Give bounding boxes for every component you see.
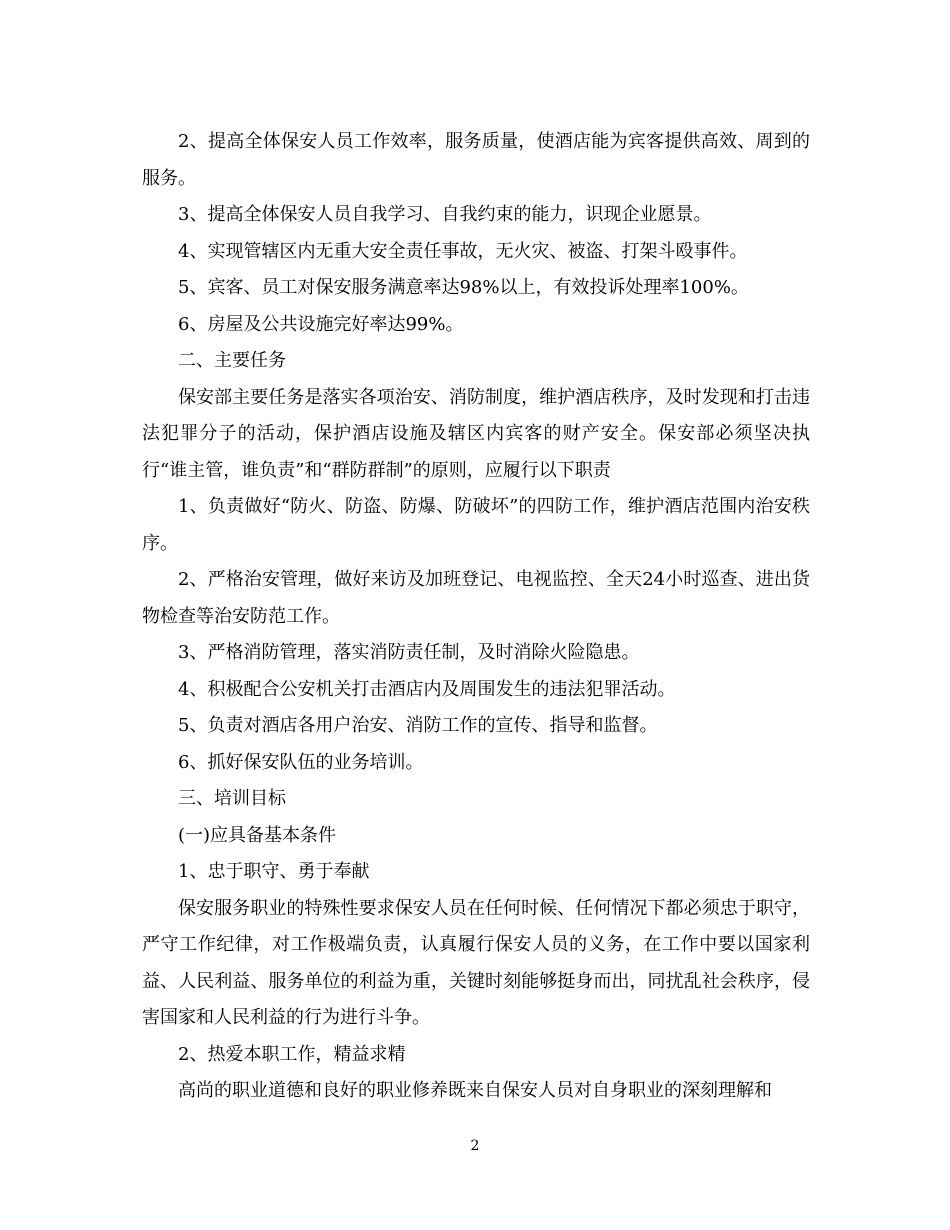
paragraph-goal-5: 5、宾客、员工对保安服务满意率达98%以上，有效投诉处理率100%。 — [178, 277, 749, 298]
section-heading-main-tasks: 二、主要任务 — [178, 350, 286, 371]
paragraph-duty-6: 6、抓好保安队伍的业务培训。 — [178, 751, 424, 773]
paragraph-goal-4: 4、实现管辖区内无重大安全责任事故，无火灾、被盗、打架斗殴事件。 — [178, 240, 748, 262]
paragraph-duty-2: 2、严格治安管理，做好来访及加班登记、电视监控、全天24小时巡查、进出货物检查等治安防范工作。 — [142, 569, 810, 627]
paragraph-duty-3: 3、严格消防管理，落实消防责任制，及时消除火险隐患。 — [178, 642, 640, 663]
paragraph-loyalty-body: 保安服务职业的特殊性要求保安人员在任何时候、任何情况下都必须忠于职守，严守工作纪律，对工作极端负责，认真履行保安人员的义务，在工作中要以国家利益、人民利益、服务单位的利益为重，关键时刻能够挺身而出，同扰乱社会秩序，侵害国家和人民利益的行为进行斗争。 — [142, 897, 810, 1028]
item-heading-dedication: 2、热爱本职工作，精益求精 — [178, 1043, 406, 1065]
paragraph-goal-2: 2、提高全体保安人员工作效率，服务质量，使酒店能为宾客提供高效、周到的服务。 — [142, 131, 810, 189]
paragraph-goal-3: 3、提高全体保安人员自我学习、自我约束的能力，识现企业愿景。 — [178, 204, 712, 225]
paragraph-dedication-body: 高尚的职业道德和良好的职业修养既来自保安人员对自身职业的深刻理解和 — [178, 1080, 772, 1101]
paragraph-duty-4: 4、积极配合公安机关打击酒店内及周围发生的违法犯罪活动。 — [178, 678, 676, 700]
section-heading-training-goals: 三、培训目标 — [178, 788, 286, 809]
paragraph-duty-5: 5、负责对酒店各用户治安、消防工作的宣传、指导和监督。 — [178, 715, 658, 736]
item-heading-loyalty: 1、忠于职守、勇于奉献 — [178, 861, 370, 882]
paragraph-main-tasks-intro: 保安部主要任务是落实各项治安、消防制度，维护酒店秩序，及时发现和打击违法犯罪分子的活动，保护酒店设施及辖区内宾客的财产安全。保安部必须坚决执行“谁主管，谁负责”和“群防群制”的原则，应履行以下职责 — [142, 386, 810, 481]
page-number: 2 — [470, 1138, 480, 1154]
document-body — [142, 124, 810, 1110]
subsection-heading-basic-conditions: (一)应具备基本条件 — [178, 824, 337, 846]
paragraph-goal-6: 6、房屋及公共设施完好率达99%。 — [178, 313, 464, 335]
paragraph-duty-1: 1、负责做好“防火、防盗、防爆、防破坏”的四防工作，维护酒店范围内治安秩序。 — [142, 496, 810, 554]
